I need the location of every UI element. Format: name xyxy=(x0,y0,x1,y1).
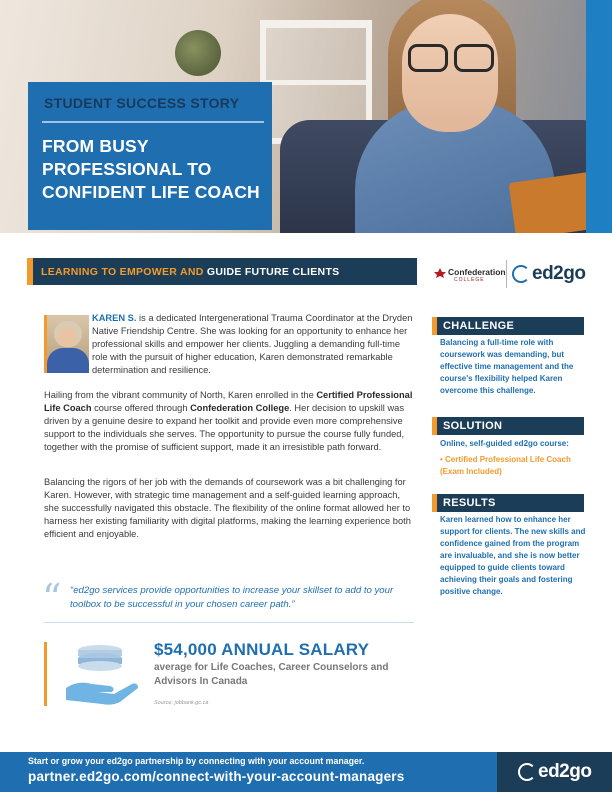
section-title-rest: GUIDE FUTURE CLIENTS xyxy=(203,266,340,278)
testimonial-quote: “ed2go services provide opportunities to increase your skillset to add to your toolbox to be successful in your chosen career path.” xyxy=(70,585,394,610)
story-paragraph-2 xyxy=(44,389,414,454)
hero-photo-face xyxy=(402,14,498,132)
salary-accent xyxy=(44,642,47,706)
challenge-title: CHALLENGE xyxy=(443,320,515,332)
story-paragraph-3: Balancing the rigors of her job with the demands of coursework was a bit challenging for Karen. However, with strategic time management and a self-guided learning approach, she successfully navigated this obstacle. The flexibility of the online format allowed her to harness her existing familiarity with digital platforms, making the learning experience both efficient and enjoyable. xyxy=(44,477,411,539)
ed2go-logo: ed2go xyxy=(532,263,586,284)
money-hand-icon xyxy=(62,640,142,708)
section-title xyxy=(41,266,339,278)
partner-sub: COLLEGE xyxy=(454,277,485,283)
hero-photo-plant xyxy=(175,30,221,76)
solution-title: SOLUTION xyxy=(443,420,503,432)
student-photo xyxy=(44,315,89,373)
hero-title-box xyxy=(28,82,272,230)
story-text: . Her decision to upskill was driven by a genuine desire to expand her toolkit and provide even more comprehensive support to the individuals she serves. The opportunity to pursue the course fully funded, together with the promise of sufficient support, made it an irresistible path forward. xyxy=(44,403,405,452)
logo-divider xyxy=(506,260,507,288)
hero-edge-strip xyxy=(586,0,612,233)
page-title: FROM BUSY PROFESSIONAL TO CONFIDENT LIFE COACH xyxy=(42,136,260,202)
solution-header xyxy=(432,417,584,435)
footer-link[interactable]: partner.ed2go.com/connect-with-your-account-managers xyxy=(28,769,405,784)
solution-text: Online, self-guided ed2go course: xyxy=(440,439,569,448)
footer-cta: Start or grow your ed2go partnership by connecting with your account manager. xyxy=(28,756,365,766)
partner-logos xyxy=(432,260,592,290)
student-name: KAREN S. xyxy=(92,313,137,323)
footer-logo: ed2go xyxy=(538,761,592,782)
story-paragraph-1 xyxy=(92,312,414,377)
hero-banner xyxy=(0,0,612,233)
section-title-highlight: LEARNING TO EMPOWER AND xyxy=(41,266,204,278)
ed2go-logo-icon xyxy=(512,265,530,283)
section-header xyxy=(27,258,417,285)
partner-name: Confederation xyxy=(448,267,506,277)
solution-course-item: • Certified Professional Life Coach (Exam Included) xyxy=(440,455,571,476)
eyebrow-label: STUDENT SUCCESS STORY xyxy=(44,95,240,111)
results-text: Karen learned how to enhance her support for clients. The new skills and confidence gained from the program are invaluable, and she is now better equipped to guide clients toward achieving their goals and fostering positive change. xyxy=(440,515,586,596)
results-title: RESULTS xyxy=(443,497,496,509)
course-name: Certified Professional Life Coach xyxy=(44,390,413,413)
story-paragraph-1-text: is a dedicated Intergenerational Trauma Coordinator at the Dryden Native Friendship Centre. She was looking for an opportunity to enhance her professional skills and empower her clients. Juggling a demanding full-time role with the pursuit of higher education, Karen demonstrated remarkable determination and resilience. xyxy=(92,313,413,375)
footer xyxy=(0,752,612,792)
quote-icon: “ xyxy=(42,576,62,620)
section-accent xyxy=(27,258,33,285)
results-header xyxy=(432,494,584,512)
salary-description: average for Life Coaches, Career Counselors and Advisors In Canada xyxy=(154,662,389,687)
confederation-logo-icon xyxy=(434,268,446,278)
divider xyxy=(44,622,414,623)
challenge-text: Balancing a full-time role with coursework was demanding, but effective time management and the course's flexibility helped Karen overcome this challenge. xyxy=(440,338,574,395)
salary-source: Source: jobbank.gc.ca xyxy=(154,700,209,706)
challenge-header xyxy=(432,317,584,335)
hero-photo-glasses xyxy=(408,44,494,68)
divider xyxy=(42,121,264,123)
salary-amount: $54,000 ANNUAL SALARY xyxy=(154,640,370,659)
story-text: Hailing from the vibrant community of North, Karen enrolled in the xyxy=(44,390,317,400)
college-name: Confederation College xyxy=(190,403,290,413)
ed2go-logo-icon xyxy=(518,763,536,781)
story-text: course offered through xyxy=(91,403,191,413)
